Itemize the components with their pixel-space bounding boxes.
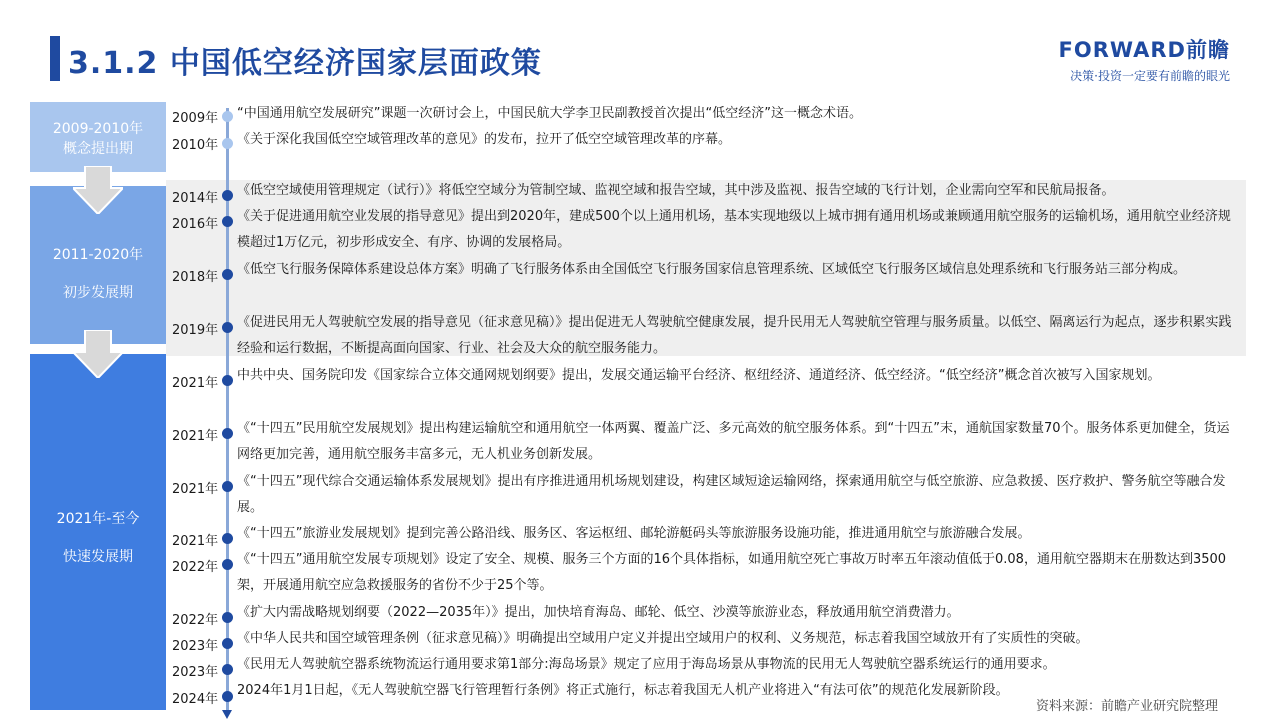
timeline-dot [222, 375, 233, 386]
event-year: 2021年 [172, 534, 219, 549]
event-year: 2023年 [172, 639, 219, 654]
event-year: 2022年 [172, 560, 219, 575]
timeline-dot [222, 138, 233, 149]
event-text: 《低空空域使用管理规定（试行）》将低空空域分为管制空域、监视空域和报告空域，其中涉及监视、报告空域的飞行计划，企业需向空军和民航局报备。 [237, 183, 1115, 198]
event-text: 《中华人民共和国空域管理条例（征求意见稿）》明确提出空域用户定义并提出空域用户的权利、义务规范，标志着我国空域放开有了实质性的突破。 [237, 631, 1089, 646]
timeline-dot [222, 533, 233, 544]
period-years: 2021年-至今 [56, 511, 140, 527]
source-note: 资料来源：前瞻产业研究院整理 [1035, 699, 1218, 714]
event-year: 2024年 [172, 692, 219, 707]
event-text: 《促进民用无人驾驶航空发展的指导意见（征求意见稿）》提出促进无人驾驶航空健康发展，提升民用无人驾驶航空管理与服务质量。以低空、隔离运行为起点，逐步积累实践经验和运行数据，不断提高面向国家、行业、社会及大众的航空服务能力。 [237, 315, 1232, 356]
period-label: 概念提出期 [63, 141, 133, 157]
event-text: “中国通用航空发展研究”课题一次研讨会上，中国民航大学李卫民副教授首次提出“低空经济”这一概念术语。 [237, 106, 862, 121]
timeline-dot [222, 664, 233, 675]
period-box-concept [30, 102, 166, 172]
event-year: 2021年 [172, 429, 219, 444]
brand-logo-block [1059, 34, 1230, 84]
event-year: 2010年 [172, 138, 219, 153]
period-years: 2009-2010年 [52, 121, 144, 137]
event-text: 《民用无人驾驶航空器系统物流运行通用要求第1部分:海岛场景》规定了应用于海岛场景从事物流的民用无人驾驶航空器系统运行的通用要求。 [237, 657, 1056, 672]
period-label: 快速发展期 [63, 549, 133, 565]
event-year: 2018年 [172, 270, 219, 285]
timeline-dot [222, 216, 233, 227]
period-years: 2011-2020年 [52, 247, 144, 263]
event-text: 中共中央、国务院印发《国家综合立体交通网规划纲要》提出，发展交通运输平台经济、枢纽经济、通道经济、低空经济。“低空经济”概念首次被写入国家规划。 [237, 368, 1161, 383]
period-label: 初步发展期 [63, 285, 133, 301]
event-text: 《关于深化我国低空空域管理改革的意见》的发布，拉开了低空空域管理改革的序幕。 [237, 132, 732, 147]
event-year: 2022年 [172, 613, 219, 628]
title-accent-bar [50, 36, 60, 81]
timeline-dot [222, 111, 233, 122]
page-title: 3.1.2 中国低空经济国家层面政策 [68, 46, 542, 81]
event-text: 《“十四五”通用航空发展专项规划》设定了安全、规模、服务三个方面的16个具体指标，如通用航空死亡事故万时率五年滚动值低于0.08，通用航空器期末在册数达到3500架，开展通用航空应急救援服务的省份不少于25个等。 [237, 552, 1227, 593]
event-text: 《“十四五”现代综合交通运输体系发展规划》提出有序推进通用机场规划建设，构建区域短途运输网络，探索通用航空与低空旅游、应急救援、医疗救护、警务航空等融合发展。 [237, 474, 1226, 515]
event-year: 2023年 [172, 665, 219, 680]
event-year: 2016年 [172, 217, 219, 232]
event-text: 2024年1月1日起，《无人驾驶航空器飞行管理暂行条例》将正式施行，标志着我国无人机产业将进入“有法可依”的规范化发展新阶段。 [237, 683, 1009, 698]
event-text: 《扩大内需战略规划纲要（2022—2035年）》提出，加快培育海岛、邮轮、低空、沙漠等旅游业态，释放通用航空消费潜力。 [237, 605, 960, 620]
timeline-dot [222, 269, 233, 280]
chevron-down-icon [73, 330, 123, 378]
timeline-dot [222, 638, 233, 649]
event-text: 《关于促进通用航空业发展的指导意见》提出到2020年，建成500个以上通用机场，基本实现地级以上城市拥有通用机场或兼顾通用航空服务的运输机场，通用航空业经济规模超过1万亿元，初步形成安全、有序、协调的发展格局。 [237, 209, 1231, 250]
timeline-dot [222, 691, 233, 702]
timeline-dot [222, 428, 233, 439]
event-text: 《“十四五”民用航空发展规划》提出构建运输航空和通用航空一体两翼、覆盖广泛、多元高效的航空服务体系。到“十四五”末，通航国家数量70个。服务体系更加健全，货运网络更加完善，通用航空服务丰富多元，无人机业务创新发展。 [237, 421, 1230, 462]
event-year: 2021年 [172, 376, 219, 391]
event-year: 2021年 [172, 482, 219, 497]
timeline-dot [222, 322, 233, 333]
brand-slogan: 决策·投资一定要有前瞻的眼光 [1070, 69, 1230, 83]
period-box-rapid-development [30, 354, 166, 710]
timeline-dot [222, 481, 233, 492]
event-year: 2009年 [172, 111, 219, 126]
timeline-dot [222, 190, 233, 201]
event-year: 2014年 [172, 191, 219, 206]
chevron-down-icon [73, 166, 123, 214]
event-text: 《低空飞行服务保障体系建设总体方案》明确了飞行服务体系由全国低空飞行服务国家信息管理系统、区域低空飞行服务区域信息处理系统和飞行服务站三部分构成。 [237, 262, 1187, 277]
brand-logo: FORWARD前瞻 [1058, 38, 1230, 62]
timeline-arrow-icon [222, 710, 232, 719]
event-year: 2019年 [172, 323, 219, 338]
timeline-dot [222, 559, 233, 570]
timeline-dot [222, 612, 233, 623]
event-text: 《“十四五”旅游业发展规划》提到完善公路沿线、服务区、客运枢纽、邮轮游艇码头等旅游服务设施功能，推进通用航空与旅游融合发展。 [237, 526, 1031, 541]
